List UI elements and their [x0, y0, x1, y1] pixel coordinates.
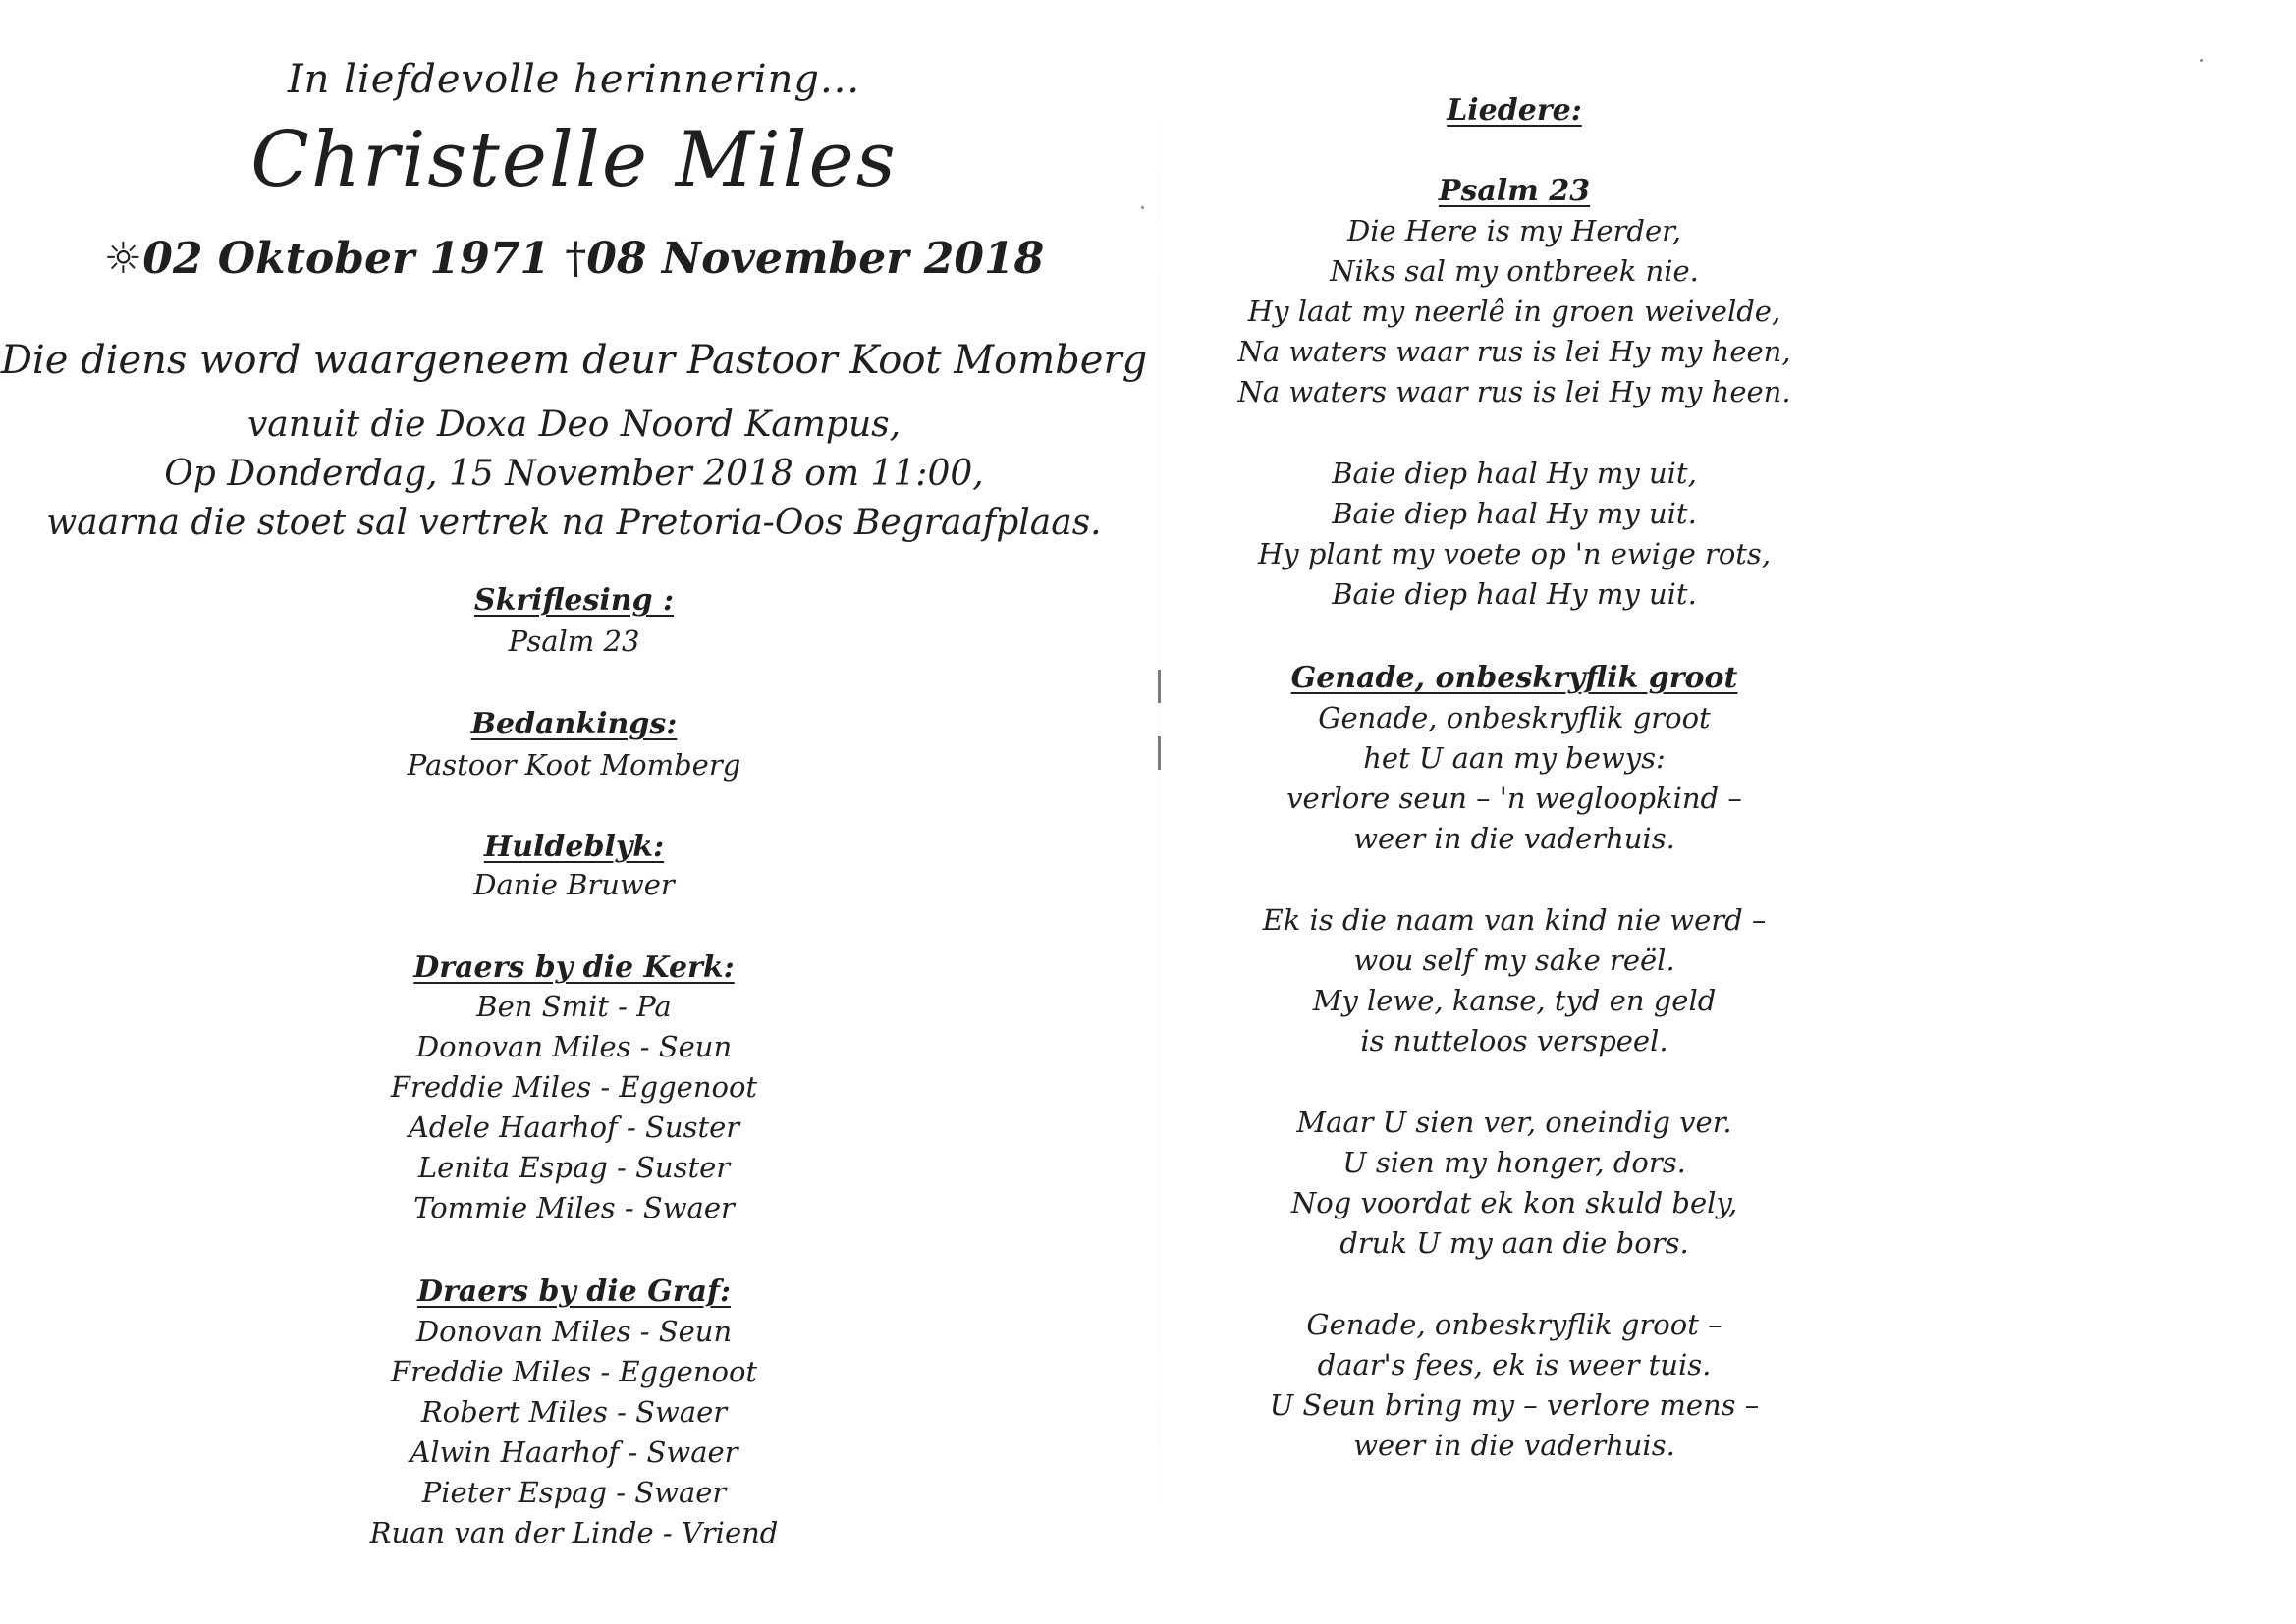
lyric-line: het U aan my bewys:: [1363, 741, 1666, 775]
lyric-line: is nutteloos verspeel.: [1360, 1024, 1668, 1057]
lyric-line: Maar U sien ver, oneindig ver.: [1296, 1106, 1732, 1139]
lyric-line: Genade, onbeskryflik groot –: [1306, 1308, 1722, 1341]
lyric-line: Hy laat my neerlê in groen weivelde,: [1247, 295, 1781, 328]
section-item: Robert Miles - Swaer: [420, 1395, 728, 1429]
lyric-line: weer in die vaderhuis.: [1353, 1429, 1675, 1462]
section-item: Donovan Miles - Seun: [415, 1315, 733, 1348]
section-item: Pastoor Koot Momberg: [407, 748, 741, 782]
lyric-line: Baie diep haal Hy my uit.: [1332, 577, 1697, 611]
section-heading-draers-graf: Draers by die Graf:: [416, 1274, 732, 1309]
section-item: Ruan van der Linde - Vriend: [369, 1516, 779, 1549]
lyric-line: wou self my sake reël.: [1353, 944, 1675, 977]
lyric-line: druk U my aan die bors.: [1339, 1226, 1689, 1260]
lyric-line: Ek is die naam van kind nie werd –: [1262, 903, 1767, 937]
lyric-line: Na waters waar rus is lei Hy my heen,: [1237, 335, 1791, 368]
birth-date: 02 Oktober 1971: [142, 234, 550, 284]
service-line: Op Donderdag, 15 November 2018 om 11:00,: [164, 454, 984, 494]
lyric-line: Genade, onbeskryflik groot: [1318, 701, 1711, 734]
song-title-genade: Genade, onbeskryflik groot: [1290, 661, 1738, 695]
lyric-line: Niks sal my ontbreek nie.: [1330, 254, 1699, 288]
lyric-line: daar's fees, ek is weer tuis.: [1317, 1348, 1712, 1381]
lyric-line: verlore seun – 'n wegloopkind –: [1286, 782, 1742, 815]
song-title-psalm-23: Psalm 23: [1438, 174, 1591, 208]
lyric-line: U sien my honger, dors.: [1342, 1146, 1686, 1179]
section-item: Ben Smit - Pa: [476, 990, 672, 1023]
section-heading-draers-kerk: Draers by die Kerk:: [413, 950, 735, 985]
section-item: Pieter Espag - Swaer: [421, 1476, 727, 1509]
section-item: Donovan Miles - Seun: [415, 1030, 733, 1063]
lyric-line: Baie diep haal Hy my uit.: [1332, 497, 1697, 530]
section-item: Freddie Miles - Eggenoot: [390, 1355, 758, 1388]
lyric-line: Nog voordat ek kon skuld bely,: [1290, 1186, 1738, 1219]
section-item: Lenita Espag - Suster: [417, 1151, 731, 1184]
section-item: Danie Bruwer: [473, 868, 675, 901]
section-item: Freddie Miles - Eggenoot: [390, 1070, 758, 1104]
death-date: 08 November 2018: [586, 234, 1045, 284]
songs-heading: Liedere:: [1447, 93, 1582, 128]
section-heading-skriflesing: Skriflesing :: [473, 583, 675, 618]
service-line: waarna die stoet sal vertrek na Pretoria-Oos Begraafplaas.: [46, 503, 1102, 543]
deceased-name: Christelle Miles: [250, 116, 898, 204]
lyric-line: Die Here is my Herder,: [1346, 214, 1681, 247]
lyric-line: Baie diep haal Hy my uit,: [1332, 457, 1697, 490]
section-heading-huldeblyk: Huldeblyk:: [483, 830, 665, 864]
section-item: Adele Haarhof - Suster: [408, 1110, 740, 1144]
memorial-heading: In liefdevolle herinnering...: [287, 57, 861, 102]
section-heading-bedankings: Bedankings:: [470, 707, 678, 741]
service-line: Die diens word waargeneem deur Pastoor Koot Momberg: [0, 338, 1148, 383]
section-item: Tommie Miles - Swaer: [413, 1191, 735, 1224]
right-page: [1148, 0, 2296, 1624]
lyric-line: weer in die vaderhuis.: [1353, 822, 1675, 855]
lyric-line: U Seun bring my – verlore mens –: [1269, 1388, 1760, 1422]
service-line: vanuit die Doxa Deo Noord Kampus,: [246, 405, 902, 445]
lyric-line: Na waters waar rus is lei Hy my heen.: [1237, 375, 1791, 408]
sun-icon: ☼: [103, 234, 143, 284]
section-item: Psalm 23: [508, 624, 640, 658]
section-item: Alwin Haarhof - Swaer: [410, 1435, 738, 1469]
cross-icon: †: [565, 234, 587, 284]
lyric-line: Hy plant my voete op 'n ewige rots,: [1257, 537, 1772, 570]
lyric-line: My lewe, kanse, tyd en geld: [1312, 984, 1717, 1017]
